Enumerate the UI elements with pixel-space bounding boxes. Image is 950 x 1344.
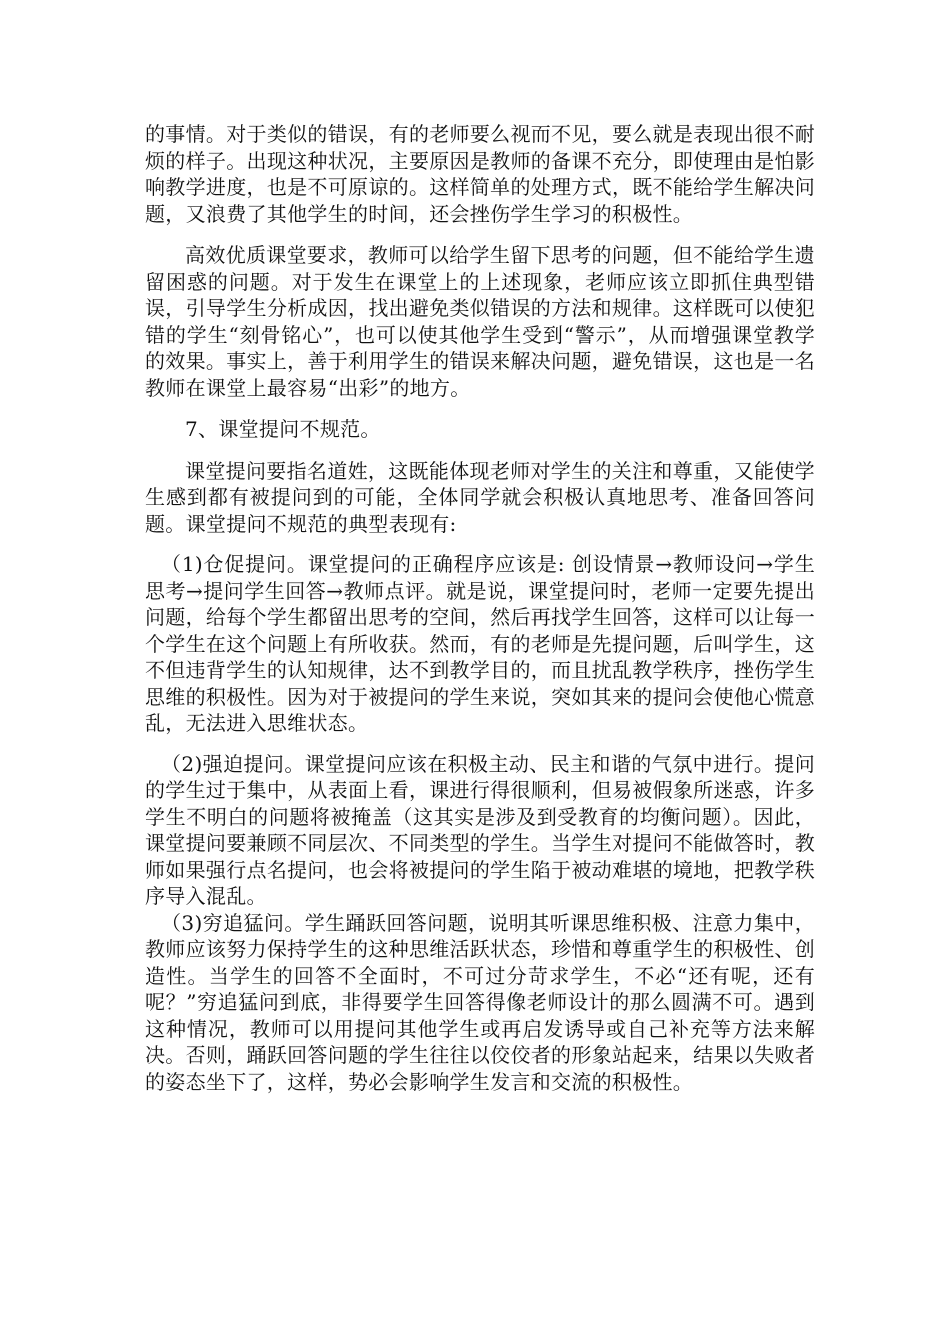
section-heading-7: 7、课堂提问不规范。: [185, 417, 381, 441]
paragraph-relentless-questioning: （3)穷追猛问。学生踊跃回答问题，说明其听课思维积极、注意力集中，教师应该努力保持学生的这种思维活跃状态，珍惜和尊重学生的积极性、创造性。当学生的回答不全面时，不可过分苛求学生，不必“还有呢，还有呢？”穷追猛问到底，非得要学生回答得像老师设计的那么圆满不可。遇到这种情况，教师可以用提问其他学生或再启发诱导或自己补充等方法来解决。否则，踊跃回答问题的学生往往以佼佼者的形象站起来，结果以失败者的姿态坐下了，这样，势必会影响学生发言和交流的积极性。: [145, 910, 815, 1094]
paragraph-continuation: 的事情。对于类似的错误，有的老师要么视而不见，要么就是表现出很不耐烦的样子。出现这种状况，主要原因是教师的备课不充分，即使理由是怕影响教学进度，也是不可原谅的。这样简单的处理方式，既不能给学生解决问题，又浪费了其他学生的时间，还会挫伤学生学习的积极性。: [145, 122, 815, 226]
paragraph-hasty-questioning: （1)仓促提问。课堂提问的正确程序应该是: 创设情景→教师设问→学生思考→提问学生回答→教师点评。就是说，课堂提问时，老师一定要先提出问题，给每个学生都留出思考的空间，然后再找学生回答，这样可以让每一个学生在这个问题上有所收获。然而，有的老师是先提问题，后叫学生，这不但违背学生的认知规律，达不到教学目的，而且扰乱教学秩序，挫伤学生思维的积极性。因为对于被提问的学生来说，突如其来的提问会使他心慌意乱，无法进入思维状态。: [145, 552, 815, 735]
document-body: [145, 121, 815, 1095]
paragraph-forced-questioning: （2)强迫提问。课堂提问应该在积极主动、民主和谐的气氛中进行。提问的学生过于集中，从表面上看，课进行得很顺利，但易被假象所迷惑，许多学生不明白的问题将被掩盖（这其实是涉及到受教育的均衡问题）。因此，课堂提问要兼顾不同层次、不同类型的学生。当学生对提问不能做答时，教师如果强行点名提问，也会将被提问的学生陷于被动难堪的境地，把教学秩序导入混乱。: [145, 751, 815, 908]
paragraph-efficient-classroom: 高效优质课堂要求，教师可以给学生留下思考的问题，但不能给学生遗留困惑的问题。对于发生在课堂上的上述现象，老师应该立即抓住典型错误，引导学生分析成因，找出避免类似错误的方法和规律。这样既可以使犯错的学生“刻骨铭心”，也可以使其他学生受到“警示”，从而增强课堂教学的效果。事实上，善于利用学生的错误来解决问题，避免错误，这也是一名教师在课堂上最容易“出彩”的地方。: [145, 243, 815, 400]
paragraph-questioning-intro: 课堂提问要指名道姓，这既能体现老师对学生的关注和尊重，又能使学生感到都有被提问到的可能，全体同学就会积极认真地思考、准备回答问题。课堂提问不规范的典型表现有:: [145, 458, 815, 536]
